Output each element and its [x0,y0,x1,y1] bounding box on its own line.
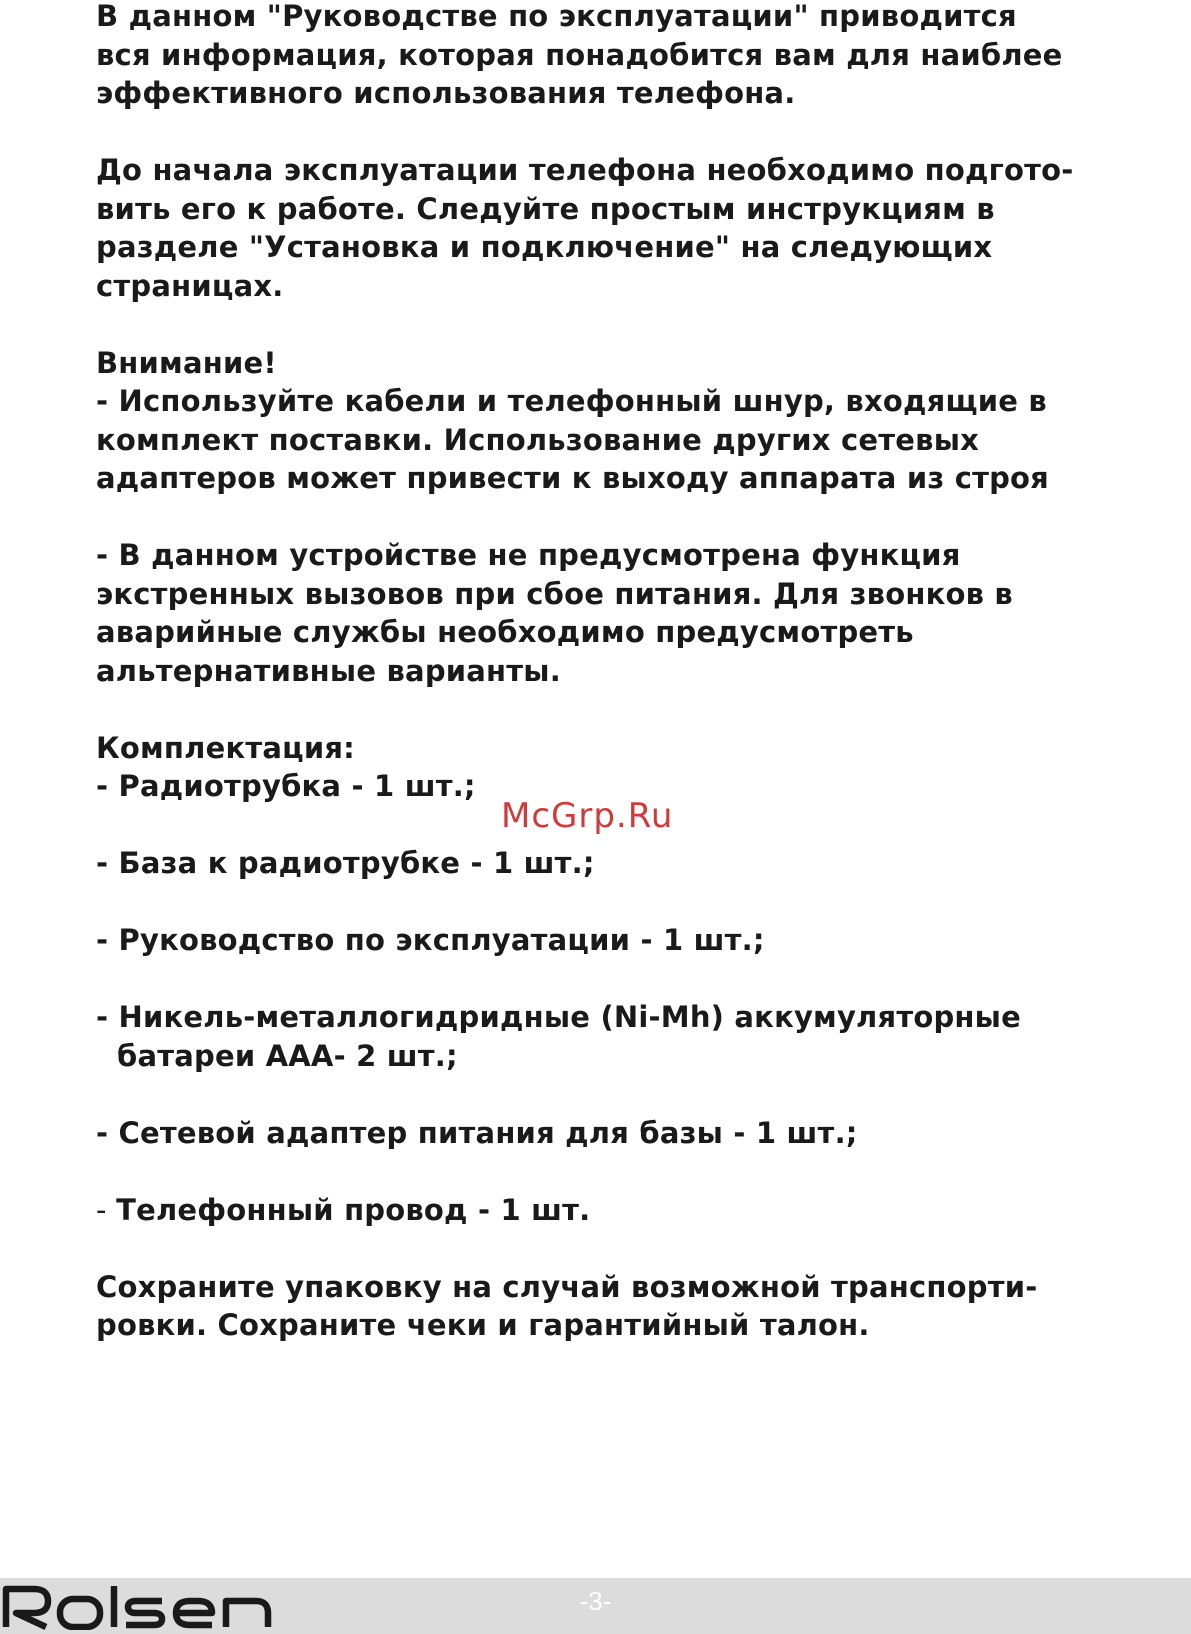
warning-item-line: альтернативные варианты. [96,653,561,688]
preparation-line: вить его к работе. Следуйте простым инструкциям в [96,191,995,226]
package-heading: Комплектация: [96,730,355,765]
preparation-line: До начала эксплуатации телефона необходимо подгото- [96,153,1074,187]
list-item-line: - Никель-металлогидридные (Ni-Mh) аккумуляторные [96,1000,1021,1034]
list-item: - База к радиотрубке - 1 шт.; [96,846,595,880]
warning-section [96,344,1166,498]
warning-item-line: - В данном устройстве не предусмотрена функция [96,538,961,572]
closing-line: Сохраните упаковку на случай возможной транспорти- [96,1269,1038,1304]
closing-paragraph [96,1268,1166,1345]
closing-line: ровки. Сохраните чеки и гарантийный талон. [96,1308,870,1342]
warning-item-line: экстренных вызовов при сбое питания. Для звонков в [96,576,1013,611]
page-number: -3- [579,1586,612,1616]
list-item-continuation: батареи ААА- 2 шт.; [117,1038,458,1073]
warning-item-line: аварийные службы необходимо предусмотреть [96,615,914,649]
list-item [96,998,1166,1075]
preparation-line: разделе "Установка и подключение" на следующих [96,230,993,264]
list-item: - Сетевой адаптер питания для базы - 1 шт.; [96,1115,858,1150]
list-item: - Руководство по эксплуатации - 1 шт.; [96,923,765,957]
warning-item-line: - Используйте кабели и телефонный шнур, входящие в [96,384,1047,418]
intro-line: эффективного использования телефона. [96,76,796,110]
warning-item-2 [96,536,1166,690]
list-dash: - [96,1192,117,1227]
list-item-text: Телефонный провод - 1 шт. [116,1192,591,1227]
list-item: - Радиотрубка - 1 шт.; [96,769,476,803]
intro-paragraph [96,0,1166,113]
watermark: McGrp.Ru [501,796,674,836]
intro-line: В данном "Руководстве по эксплуатации" приводится [96,0,1017,33]
manual-page-body [96,0,1166,1383]
list-item [96,1191,1166,1230]
intro-line: вся информация, которая понадобится вам для наиблее [96,37,1063,72]
warning-item-line: комплект поставки. Использование других сетевых [96,422,980,457]
warning-heading: Внимание! [96,345,277,380]
warning-item-line: адаптеров может привести к выходу аппарата из строя [96,461,1049,495]
preparation-paragraph [96,151,1166,305]
preparation-line: страницах. [96,268,284,303]
